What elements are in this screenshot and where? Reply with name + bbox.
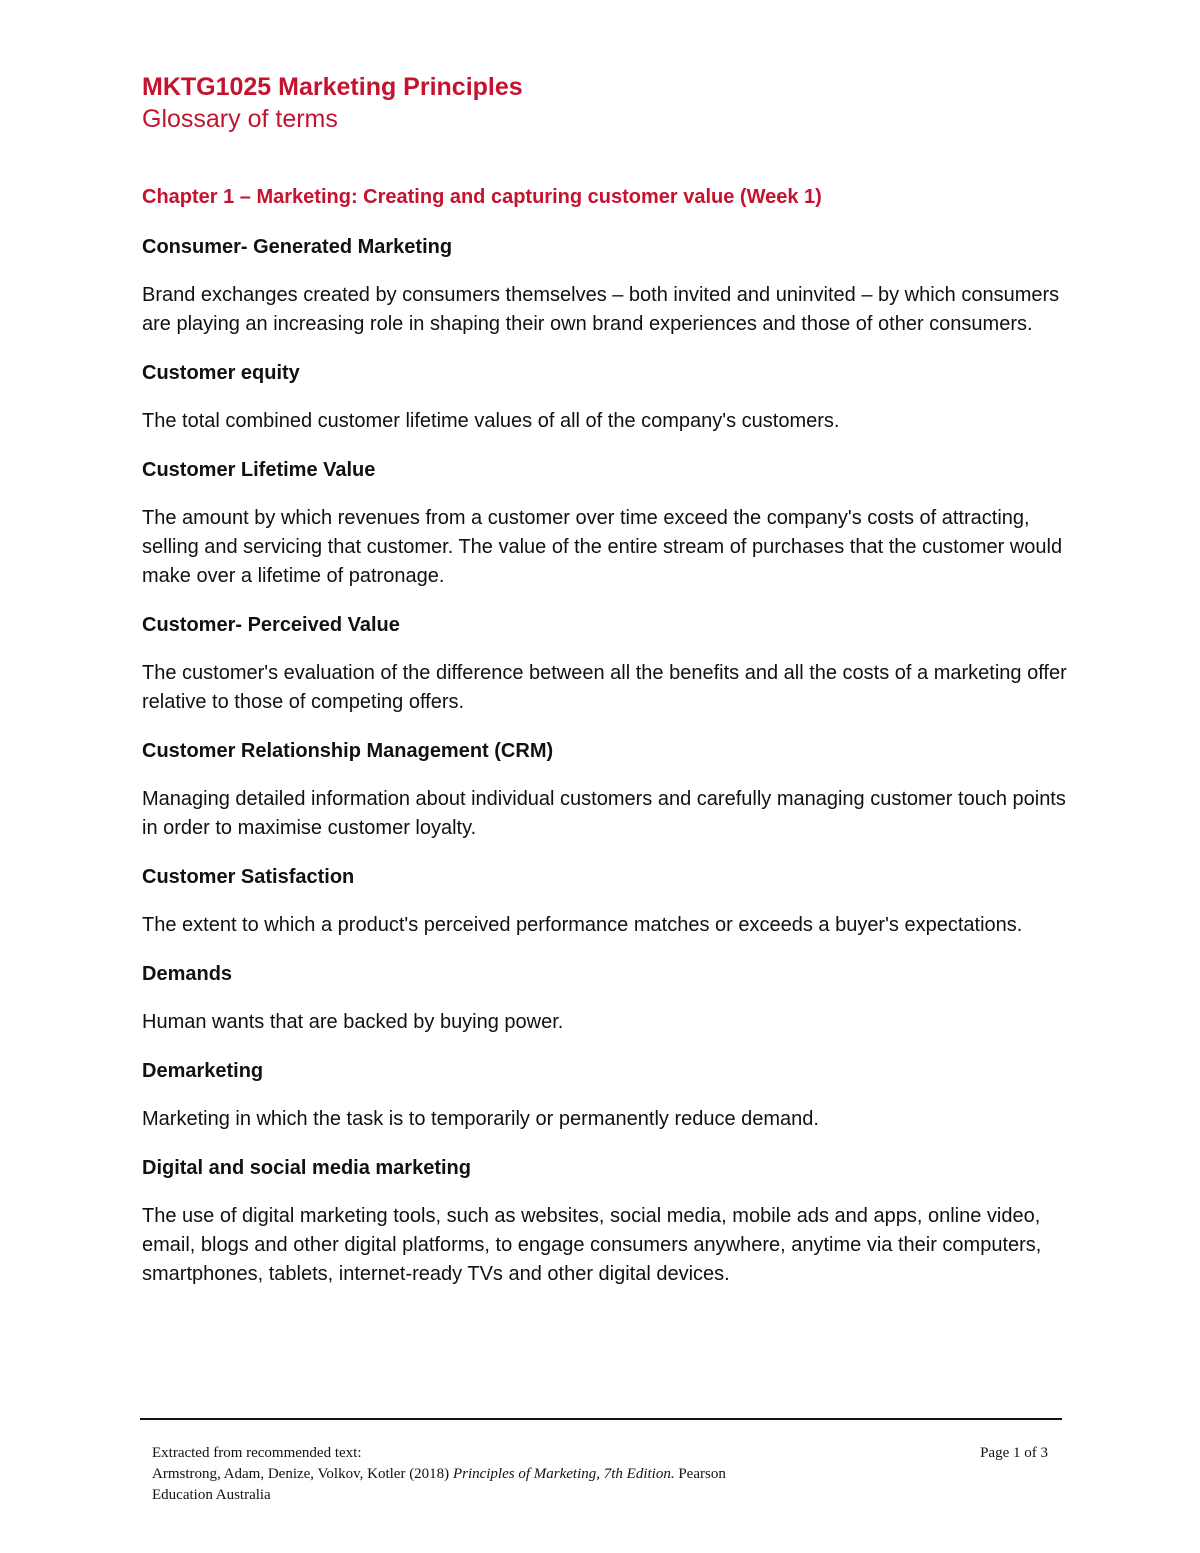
document-title: MKTG1025 Marketing Principles	[142, 73, 523, 101]
document-subtitle: Glossary of terms	[142, 105, 338, 133]
glossary-definition: The amount by which revenues from a customer over time exceed the company's costs of attracting, selling and servicing that customer. The value of the entire stream of purchases that the customer would make over a lifetime of patronage.	[142, 507, 1063, 587]
glossary-term: Digital and social media marketing	[142, 1157, 471, 1179]
glossary-entry	[142, 1057, 1072, 1134]
glossary-definition: Human wants that are backed by buying power.	[142, 1011, 564, 1033]
footer-source-line	[152, 1443, 1054, 1464]
footer-book-title: Principles of Marketing, 7th Edition.	[452, 1466, 675, 1482]
glossary-definition: Managing detailed information about individual customers and carefully managing customer touch points in order to maximise customer loyalty.	[142, 788, 1066, 839]
glossary-definition: Brand exchanges created by consumers themselves – both invited and uninvited – by which consumers are playing an increasing role in shaping their own brand experiences and those of other consumers.	[142, 284, 1060, 335]
footer-citation-line	[152, 1464, 1054, 1485]
glossary-entry	[142, 456, 1072, 591]
glossary-entry	[142, 737, 1072, 843]
glossary-entry	[142, 863, 1072, 940]
glossary-entry	[142, 1154, 1072, 1289]
glossary-entry	[142, 960, 1072, 1037]
glossary-term: Customer Lifetime Value	[142, 459, 376, 481]
glossary-term: Demarketing	[142, 1060, 264, 1082]
glossary-list	[142, 233, 1072, 1309]
glossary-term: Customer- Perceived Value	[142, 614, 400, 636]
glossary-term: Customer Satisfaction	[142, 866, 355, 888]
footer-authors-year: Armstrong, Adam, Denize, Volkov, Kotler (2018)	[152, 1466, 450, 1482]
page-footer	[152, 1443, 1054, 1506]
glossary-definition: Marketing in which the task is to temporarily or permanently reduce demand.	[142, 1108, 819, 1130]
glossary-term: Customer Relationship Management (CRM)	[142, 740, 554, 762]
footer-source-label: Extracted from recommended text:	[152, 1445, 362, 1461]
glossary-term: Customer equity	[142, 362, 300, 384]
footer-divider	[140, 1418, 1062, 1420]
glossary-entry	[142, 359, 1072, 436]
glossary-definition: The extent to which a product's perceived performance matches or exceeds a buyer's expectations.	[142, 914, 1023, 936]
glossary-definition: The total combined customer lifetime values of all of the company's customers.	[142, 410, 840, 432]
glossary-entry	[142, 611, 1072, 717]
footer-publisher-part1: Pearson	[678, 1466, 726, 1482]
footer-publisher-line: Education Australia	[152, 1487, 271, 1503]
chapter-heading: Chapter 1 – Marketing: Creating and capturing customer value (Week 1)	[142, 186, 822, 208]
glossary-term: Demands	[142, 963, 233, 985]
glossary-term: Consumer- Generated Marketing	[142, 236, 453, 258]
glossary-entry	[142, 233, 1072, 339]
glossary-definition: The use of digital marketing tools, such as websites, social media, mobile ads and apps, online video, email, blogs and other digital platforms, to engage consumers anywhere, anytime via their computers, smartphones, tablets, internet-ready TVs and other digital devices.	[142, 1205, 1042, 1285]
glossary-definition: The customer's evaluation of the difference between all the benefits and all the costs of a marketing offer relative to those of competing offers.	[142, 662, 1067, 713]
page-number: Page 1 of 3	[980, 1445, 1048, 1461]
